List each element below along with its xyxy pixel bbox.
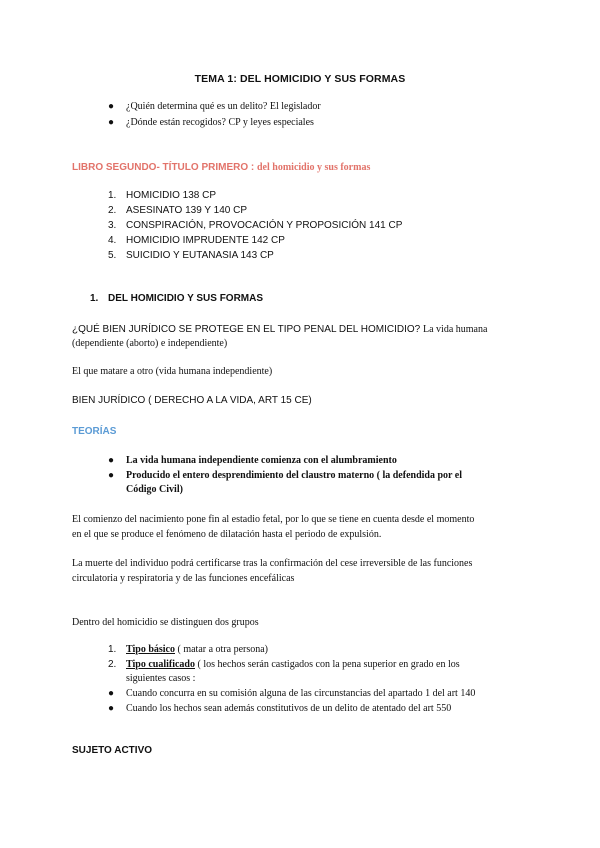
list-number: 1. bbox=[108, 190, 117, 201]
bullet-icon: ● bbox=[108, 688, 115, 699]
bullet-icon: ● bbox=[108, 455, 115, 466]
tipo-label: Tipo básico bbox=[126, 644, 175, 655]
list-number: 4. bbox=[108, 235, 117, 246]
book-heading-part2: del homicidio y sus formas bbox=[257, 162, 371, 173]
tipo-continuation: siguientes casos : bbox=[126, 673, 196, 684]
question-line bbox=[72, 324, 487, 335]
paragraph-line: El comienzo del nacimiento pone fin al estadio fetal, por lo que se tiene en cuenta desde el momento bbox=[72, 514, 475, 525]
grupos-intro: Dentro del homicidio se distinguen dos grupos bbox=[72, 617, 259, 628]
list-number: 2. bbox=[108, 659, 117, 670]
question-line2: (dependiente (aborto) e independiente) bbox=[72, 338, 228, 349]
list-item: ASESINATO 139 Y 140 CP bbox=[126, 205, 247, 216]
bullet-text: Cuando los hechos sean además constitutivos de un delito de atentado del art 550 bbox=[126, 703, 452, 714]
bullet-text: ¿Quién determina qué es un delito? El legislador bbox=[126, 101, 321, 112]
tipo-desc: ( los hechos serán castigados con la pena superior en grado en los bbox=[195, 659, 460, 670]
bullet-icon: ● bbox=[108, 703, 115, 714]
list-item: HOMICIDIO IMPRUDENTE 142 CP bbox=[126, 235, 285, 246]
bullet-icon: ● bbox=[108, 470, 115, 481]
list-number: 3. bbox=[108, 220, 117, 231]
paragraph-line: en el que se produce el fenómeno de dilatación hasta el periodo de expulsión. bbox=[72, 529, 382, 540]
matare-text: El que matare a otro (vida humana independiente) bbox=[72, 366, 273, 377]
bullet-text: ¿Dónde están recogidos? CP y leyes especiales bbox=[126, 117, 314, 128]
list-number: 5. bbox=[108, 250, 117, 261]
sujeto-activo-heading: SUJETO ACTIVO bbox=[72, 745, 153, 756]
tipo-label: Tipo cualificado bbox=[126, 659, 195, 670]
section-title: DEL HOMICIDIO Y SUS FORMAS bbox=[108, 293, 264, 304]
bullet-continuation: Código Civil) bbox=[126, 484, 183, 495]
book-heading-part1: LIBRO SEGUNDO- TÍTULO PRIMERO : bbox=[72, 162, 257, 173]
question-text: ¿QUÉ BIEN JURÍDICO SE PROTEGE EN EL TIPO PENAL DEL HOMICIDIO? bbox=[72, 324, 423, 335]
bullet-icon: ● bbox=[108, 117, 115, 128]
paragraph-line: circulatoria y respiratoria y de las funciones encefálicas bbox=[72, 573, 295, 584]
section-number: 1. bbox=[90, 293, 99, 304]
bullet-text: La vida humana independiente comienza con el alumbramiento bbox=[126, 455, 397, 466]
tipo-basico bbox=[126, 644, 268, 655]
list-number: 1. bbox=[108, 644, 117, 655]
list-number: 2. bbox=[108, 205, 117, 216]
document-title: TEMA 1: DEL HOMICIDIO Y SUS FORMAS bbox=[194, 73, 406, 85]
bullet-icon: ● bbox=[108, 101, 115, 112]
book-heading bbox=[72, 162, 370, 173]
bullet-text: Producido el entero desprendimiento del claustro materno ( la defendida por el bbox=[126, 470, 463, 481]
question-answer: La vida humana bbox=[423, 324, 488, 335]
list-item: SUICIDIO Y EUTANASIA 143 CP bbox=[126, 250, 274, 261]
list-item: CONSPIRACIÓN, PROVOCACIÓN Y PROPOSICIÓN 141 CP bbox=[126, 220, 403, 231]
tipo-cualificado bbox=[126, 659, 460, 670]
list-item: HOMICIDIO 138 CP bbox=[126, 190, 217, 201]
teorias-heading: TEORÍAS bbox=[72, 426, 117, 437]
bien-juridico: BIEN JURÍDICO ( DERECHO A LA VIDA, ART 15 CE) bbox=[72, 395, 312, 406]
paragraph-line: La muerte del individuo podrá certificarse tras la confirmación del cese irreversible de las funciones bbox=[72, 558, 473, 569]
tipo-desc: ( matar a otra persona) bbox=[175, 644, 269, 655]
bullet-text: Cuando concurra en su comisión alguna de las circunstancias del apartado 1 del art 140 bbox=[126, 688, 476, 699]
